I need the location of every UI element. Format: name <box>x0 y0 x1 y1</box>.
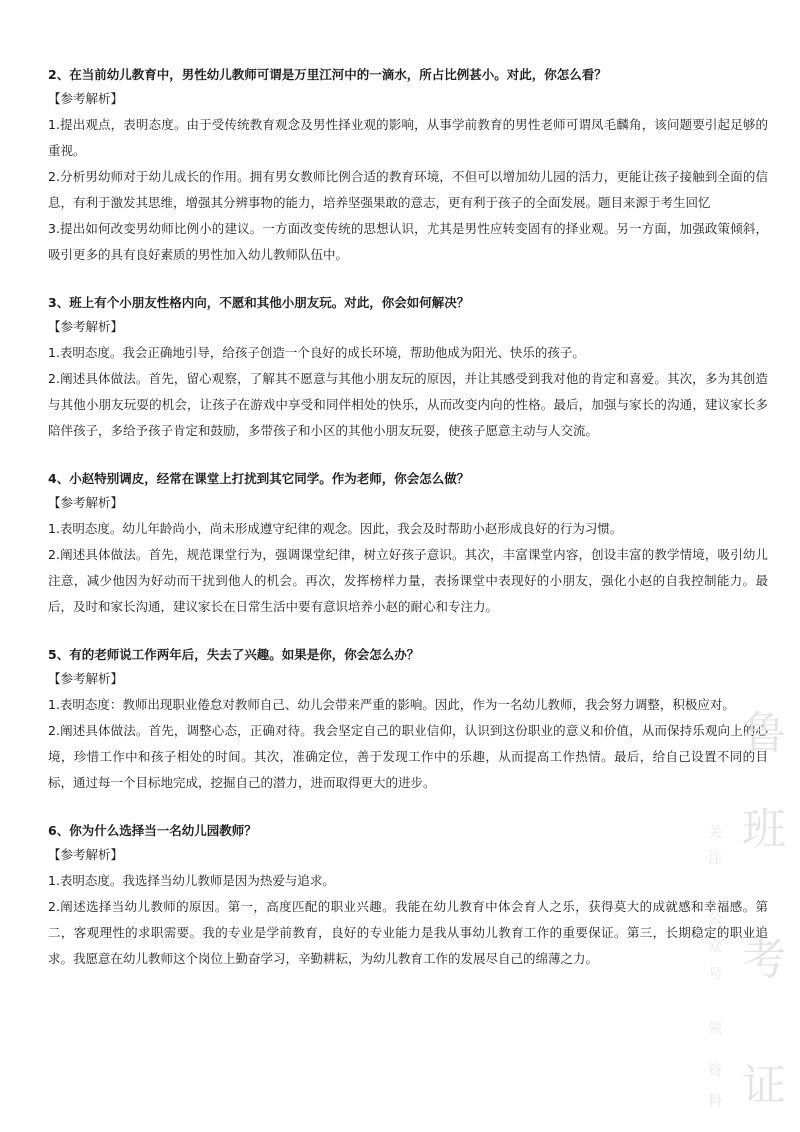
reference-analysis-tag: 【参考解析】 <box>48 671 124 686</box>
question-heading: 3、班上有个小朋友性格内向，不愿和其他小朋友玩。对此，你会如何解决？ <box>48 295 470 310</box>
answer-paragraph: 2.阐述具体做法。首先，留心观察，了解其不愿意与其他小朋友玩的原因，并让其感受到我对他的肯定和喜爱。其次，多为其创造与其他小朋友玩耍的机会，让孩子在游戏中享受和同伴相处的快乐，从而改变内向的性格。最后，加强与家长的沟通，建议家长多陪伴孩子，多给予孩子肯定和鼓励，多带孩子和小区的其他小朋友玩耍，使孩子愿意主动与人交流。 <box>48 371 768 438</box>
answer-paragraph: 2.阐述具体做法。首先，规范课堂行为，强调课堂纪律，树立好孩子意识。其次，丰富课堂内容，创设丰富的教学情境，吸引幼儿注意，减少他因为好动而干扰到他人的机会。再次，发挥榜样力量，表扬课堂中表现好的小朋友，强化小赵的自我控制能力。最后，及时和家长沟通，建议家长在日常生活中要有意识培养小赵的耐心和专注力。 <box>48 547 768 614</box>
watermark-small-char: 号 <box>708 967 722 983</box>
answer-paragraph: 1.表明态度。幼儿年龄尚小，尚未形成遵守纪律的观念。因此，我会及时帮助小赵形成良好的行为习惯。 <box>48 521 623 536</box>
question-section-5 <box>48 644 768 796</box>
reference-analysis-tag: 【参考解析】 <box>48 847 124 862</box>
answer-paragraph: 1.表明态度。我会正确地引导，给孩子创造一个良好的成长环境，帮助他成为阳光、快乐的孩子。 <box>48 345 585 360</box>
answer-paragraph: 1.提出观点，表明态度。由于受传统教育观念及男性择业观的影响，从事学前教育的男性老师可谓凤毛麟角，该问题要引起足够的重视。 <box>48 117 768 158</box>
question-section-4 <box>48 468 768 620</box>
reference-analysis-tag: 【参考解析】 <box>48 91 124 106</box>
answer-paragraph: 2.分析男幼师对于幼儿成长的作用。拥有男女教师比例合适的教育环境，不但可以增加幼儿园的活力，更能让孩子接触到全面的信息，有利于激发其思维，增强其分辨事物的能力，培养坚强果敢的意志，更有利于孩子的全面发展。题目来源于考生回忆 <box>48 169 768 210</box>
watermark-small-char: 注 <box>708 851 722 867</box>
watermark-char: 考 <box>742 934 786 985</box>
question-heading: 2、在当前幼儿教育中，男性幼儿教师可谓是万里江河中的一滴水，所占比例甚小。对此，你怎么看？ <box>48 67 607 82</box>
answer-paragraph: 1.表明态度：教师出现职业倦怠对教师自己、幼儿会带来严重的影响。因此，作为一名幼儿教师，我会努力调整，积极应对。 <box>48 697 735 712</box>
answer-paragraph: 1.表明态度。我选择当幼儿教师是因为热爱与追求。 <box>48 873 335 888</box>
question-heading: 6、你为什么选择当一名幼儿园教师？ <box>48 823 257 838</box>
question-heading: 4、小赵特别调皮，经常在课堂上打扰到其它同学。作为老师，你会怎么做？ <box>48 471 470 486</box>
watermark-small-char: 料 <box>708 1093 722 1109</box>
watermark-small-char: 资 <box>708 1063 722 1079</box>
reference-analysis-tag: 【参考解析】 <box>48 319 124 334</box>
watermark-small-char: 众 <box>708 939 722 955</box>
watermark-char: 证 <box>742 1060 786 1111</box>
watermark-small-char: 公 <box>708 911 722 927</box>
watermark-small-char: 关 <box>708 825 722 841</box>
watermark-char: 鲁 <box>742 708 786 759</box>
answer-paragraph: 3.提出如何改变男幼师比例小的建议。一方面改变传统的思想认识，尤其是男性应转变固有的择业观。另一方面，加强政策倾斜，吸引更多的具有良好素质的男性加入幼儿教师队伍中。 <box>48 221 768 262</box>
question-section-2 <box>48 64 768 268</box>
document-content <box>48 64 768 972</box>
watermark-small-char: 领 <box>708 1021 722 1037</box>
watermark-char: 班 <box>742 804 786 855</box>
question-section-3 <box>48 292 768 444</box>
answer-paragraph: 2.阐述具体做法。首先，调整心态，正确对待。我会坚定自己的职业信仰，认识到这份职业的意义和价值，从而保持乐观向上的心境，珍惜工作中和孩子相处的时间。其次，准确定位，善于发现工作中的乐趣，从而提高工作热情。最后，给自己设置不同的目标，通过每一个目标地完成，挖掘自己的潜力，进而取得更大的进步。 <box>48 723 768 790</box>
question-heading: 5、有的老师说工作两年后，失去了兴趣。如果是你，你会怎么办？ <box>48 647 420 662</box>
question-section-6 <box>48 820 768 972</box>
answer-paragraph: 2.阐述选择当幼儿教师的原因。第一，高度匹配的职业兴趣。我能在幼儿教育中体会育人之乐，获得莫大的成就感和幸福感。第二，客观理性的求职需要。我的专业是学前教育，良好的专业能力是我从事幼儿教育工作的重要保证。第三，长期稳定的职业追求。我愿意在幼儿教师这个岗位上勤奋学习，辛勤耕耘，为幼儿教育工作的发展尽自己的绵薄之力。 <box>48 899 768 966</box>
reference-analysis-tag: 【参考解析】 <box>48 495 124 510</box>
